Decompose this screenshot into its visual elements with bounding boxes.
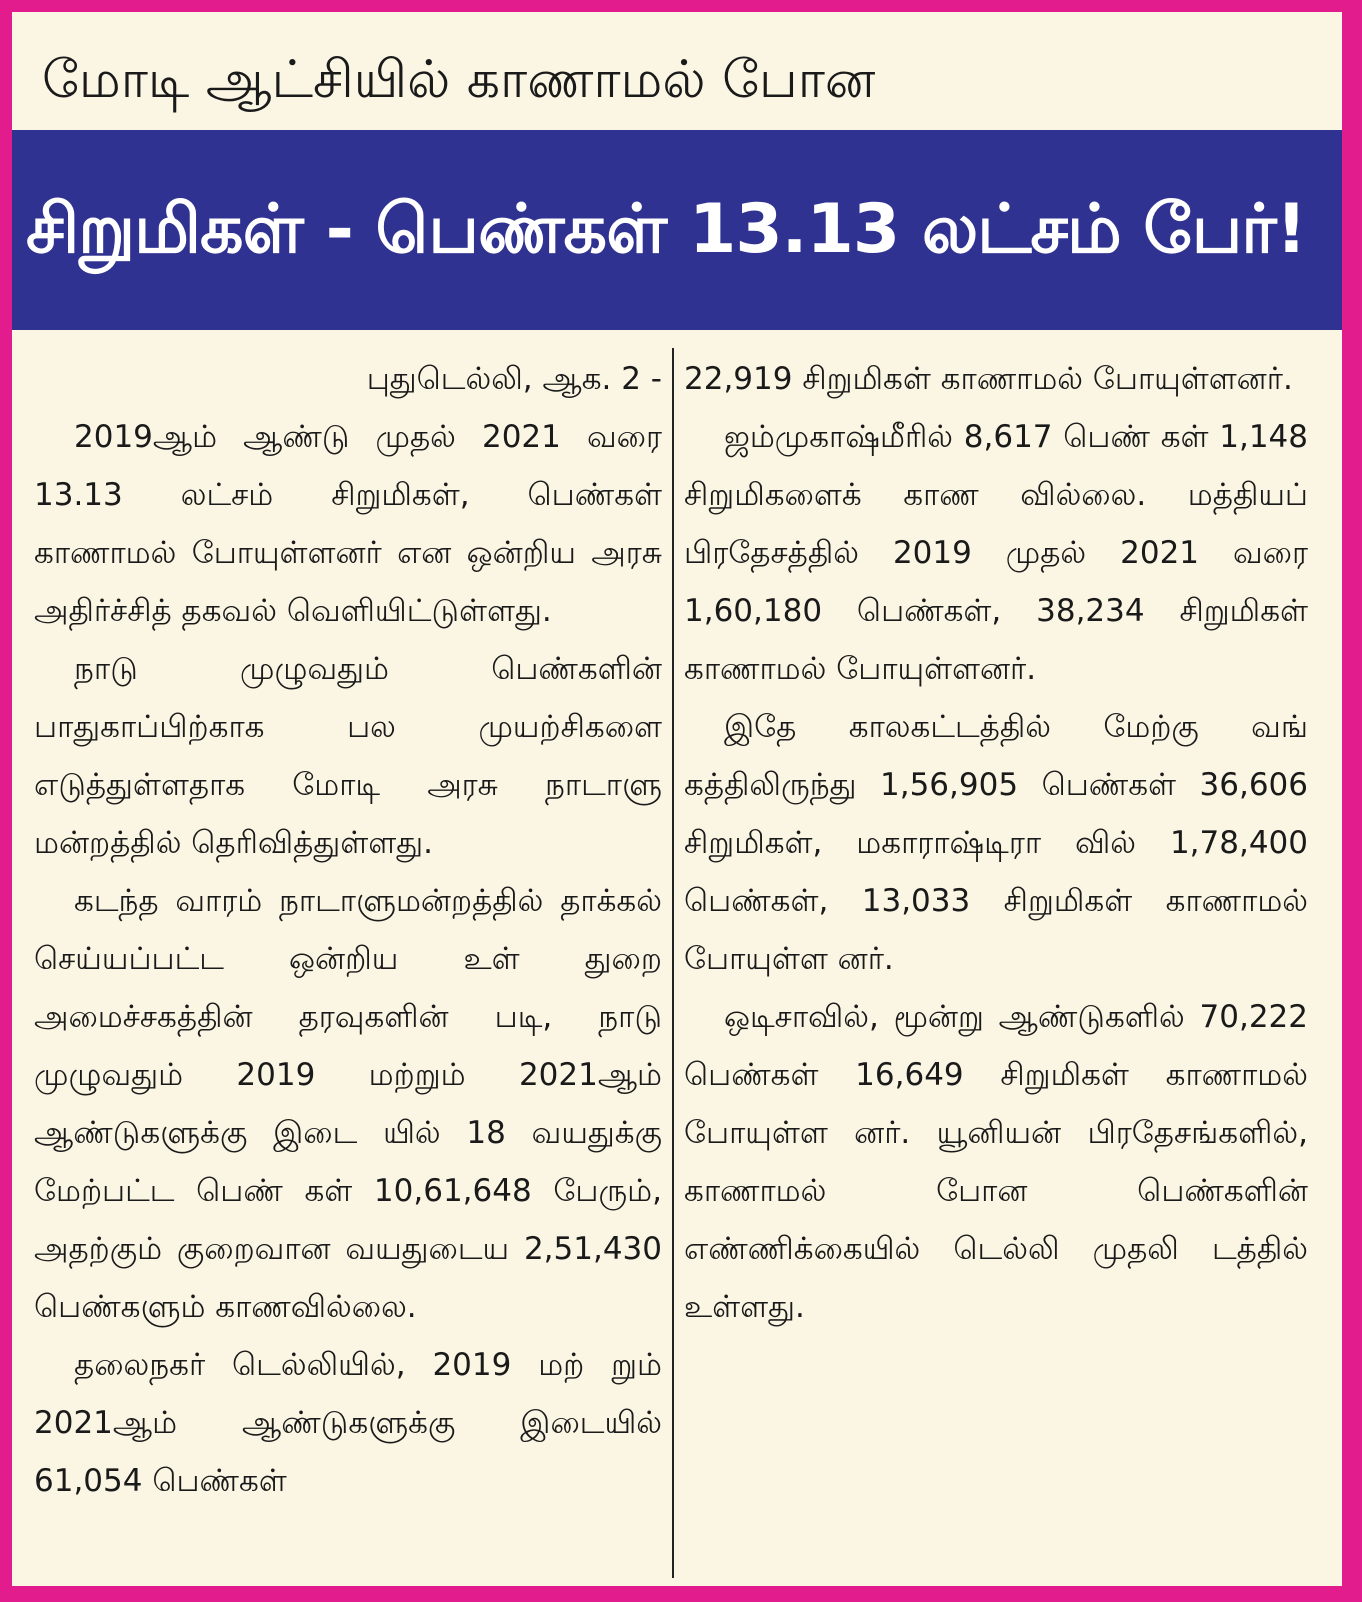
- headline-banner: [12, 130, 1342, 330]
- paragraph: கடந்த வாரம் நாடாளுமன்றத்தில் தாக்கல் செய்யப்பட்ட ஒன்றிய உள் துறை அமைச்சகத்தின் தரவுகளின் படி, நாடு முழுவதும் 2019 மற்றும் 2021ஆம் ஆண்டுகளுக்கு இடை யில் 18 வயதுக்கு மேற்பட்ட பெண் கள் 10,61,648 பேரும், அதற்கும் குறைவான வயதுடைய 2,51,430 பெண்களும் காணவில்லை.: [34, 883, 662, 1325]
- paragraph-continuation: 22,919 சிறுமிகள் காணாமல் போயுள்ளனர்.: [684, 361, 1293, 397]
- paragraph: தலைநகர் டெல்லியில், 2019 மற் றும் 2021ஆம் ஆண்டுகளுக்கு இடையில் 61,054 பெண்கள்: [34, 1347, 662, 1499]
- left-column: [34, 350, 662, 1510]
- right-column: [684, 350, 1308, 1336]
- paragraph: ஒடிசாவில், மூன்று ஆண்டுகளில் 70,222 பெண்கள் 16,649 சிறுமிகள் காணாமல் போயுள்ள னர். யூனியன் பிரதேசங்களில், காணாமல் போன பெண்களின் எண்ணிக்கையில் டெல்லி முதலி டத்தில் உள்ளது.: [684, 999, 1308, 1325]
- paragraph: நாடு முழுவதும் பெண்களின் பாதுகாப்பிற்காக பல முயற்சிகளை எடுத்துள்ளதாக மோடி அரசு நாடாளு மன்றத்தில் தெரிவித்துள்ளது.: [34, 651, 662, 861]
- main-headline: சிறுமிகள் - பெண்கள் 13.13 லட்சம் பேர்!: [26, 190, 1306, 269]
- paragraph: 2019ஆம் ஆண்டு முதல் 2021 வரை 13.13 லட்சம் சிறுமிகள், பெண்கள் காணாமல் போயுள்ளனர் என ஒன்றிய அரசு அதிர்ச்சித் தகவல் வெளியிட்டுள்ளது.: [34, 419, 662, 629]
- kicker-headline: மோடி ஆட்சியில் காணாமல் போன: [42, 50, 876, 110]
- paragraph: இதே காலகட்டத்தில் மேற்கு வங் கத்திலிருந்து 1,56,905 பெண்கள் 36,606 சிறுமிகள், மகாராஷ்டிரா வில் 1,78,400 பெண்கள், 13,033 சிறுமிகள் காணாமல் போயுள்ள னர்.: [684, 709, 1308, 977]
- paragraph: ஜம்முகாஷ்மீரில் 8,617 பெண் கள் 1,148 சிறுமிகளைக் காண வில்லை. மத்தியப் பிரதேசத்தில் 2019 முதல் 2021 வரை 1,60,180 பெண்கள், 38,234 சிறுமிகள் காணாமல் போயுள்ளனர்.: [684, 419, 1308, 687]
- dateline: புதுடெல்லி, ஆக. 2 -: [366, 361, 662, 397]
- newspaper-clipping: [12, 12, 1342, 1586]
- column-divider: [672, 348, 674, 1578]
